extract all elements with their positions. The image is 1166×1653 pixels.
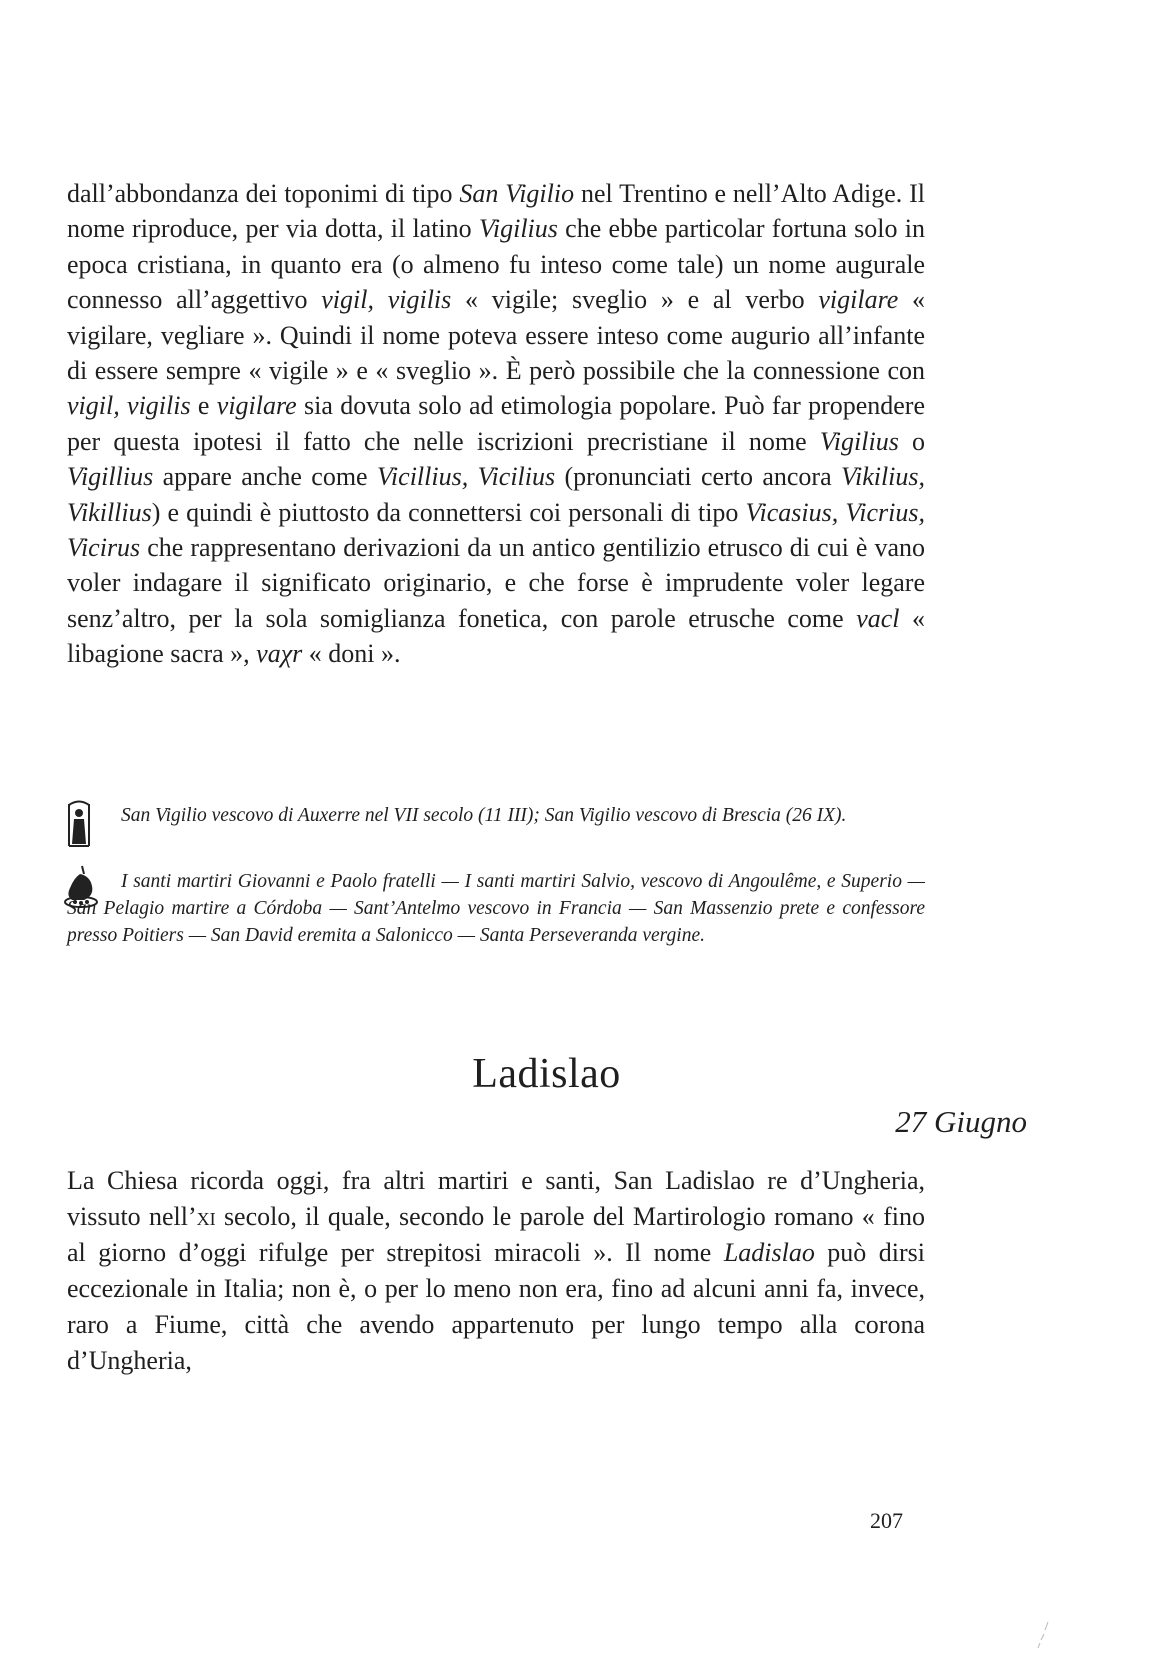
page-number: 207 bbox=[870, 1508, 903, 1533]
entry-date: 27 Giugno bbox=[895, 1104, 1027, 1139]
entry-title: Ladislao bbox=[472, 1051, 621, 1097]
saints-note: San Vigilio vescovo di Auxerre nel VII secolo (11 III); San Vigilio vescovo di Brescia (26 IX). bbox=[121, 805, 847, 826]
martyrology-note: I santi martiri Giovanni e Paolo fratelli — I santi martiri Salvio, vescovo di Angoulême, e Superio — San Pelagio martire a Córdoba — Sant’Antelmo vescovo in Francia — San Massenzio prete e confessore presso Poitiers — San David eremita a Salonicco — Santa Perseveranda vergine. bbox=[67, 871, 925, 946]
previous-entry-text: dall’abbondanza dei toponimi di tipo San Vigilio nel Trentino e nell’Alto Adige. Il nome riproduce, per via dotta, il latino Vigilius che ebbe particolar fortuna solo in epoca cristiana, in quanto era (o almeno fu inteso come tale) un nome augurale connesso all’aggettivo vigil, vigilis « vigile; sveglio » e al verbo vigilare « vigilare, vegliare ». Quindi il nome poteva essere inteso come augurio all’infante di essere sempre « vigile » e « sveglio ». È però possibile che la connessione con vigil, vigilis e vigilare sia dovuta solo ad etimologia popolare. Può far propendere per questa ipotesi il fatto che nelle iscrizioni precristiane il nome Vigilius o Vigillius appare anche come Vicillius, Vicilius (pronunciati certo ancora Vikilius, Vikillius) e quindi è piuttosto da connettersi coi personali di tipo Vicasius, Vicrius, Vicirus che rappresentano derivazioni da un antico gentilizio etrusco di cui è vano voler indagare il significato originario, e che forse è imprudente voler legare senz’altro, per la sola somiglianza fonetica, con parole etrusche come vacl « libagione sacra », vaχr « doni ». bbox=[67, 179, 926, 669]
paper-mark bbox=[1036, 1620, 1050, 1650]
entry-text: La Chiesa ricorda oggi, fra altri martiri e santi, San Ladislao re d’Ungheria, vissuto nell’xi secolo, il quale, secondo le parole del Martirologio romano « fino al giorno d’oggi rifulge per strepitosi miracoli ». Il nome Ladislao può dirsi eccezionale in Italia; non è, o per lo meno non era, fino ad alcuni anni fa, invece, raro a Fiume, città che avendo appartenuto per lungo tempo alla corona d’Ungheria, bbox=[67, 1166, 925, 1375]
